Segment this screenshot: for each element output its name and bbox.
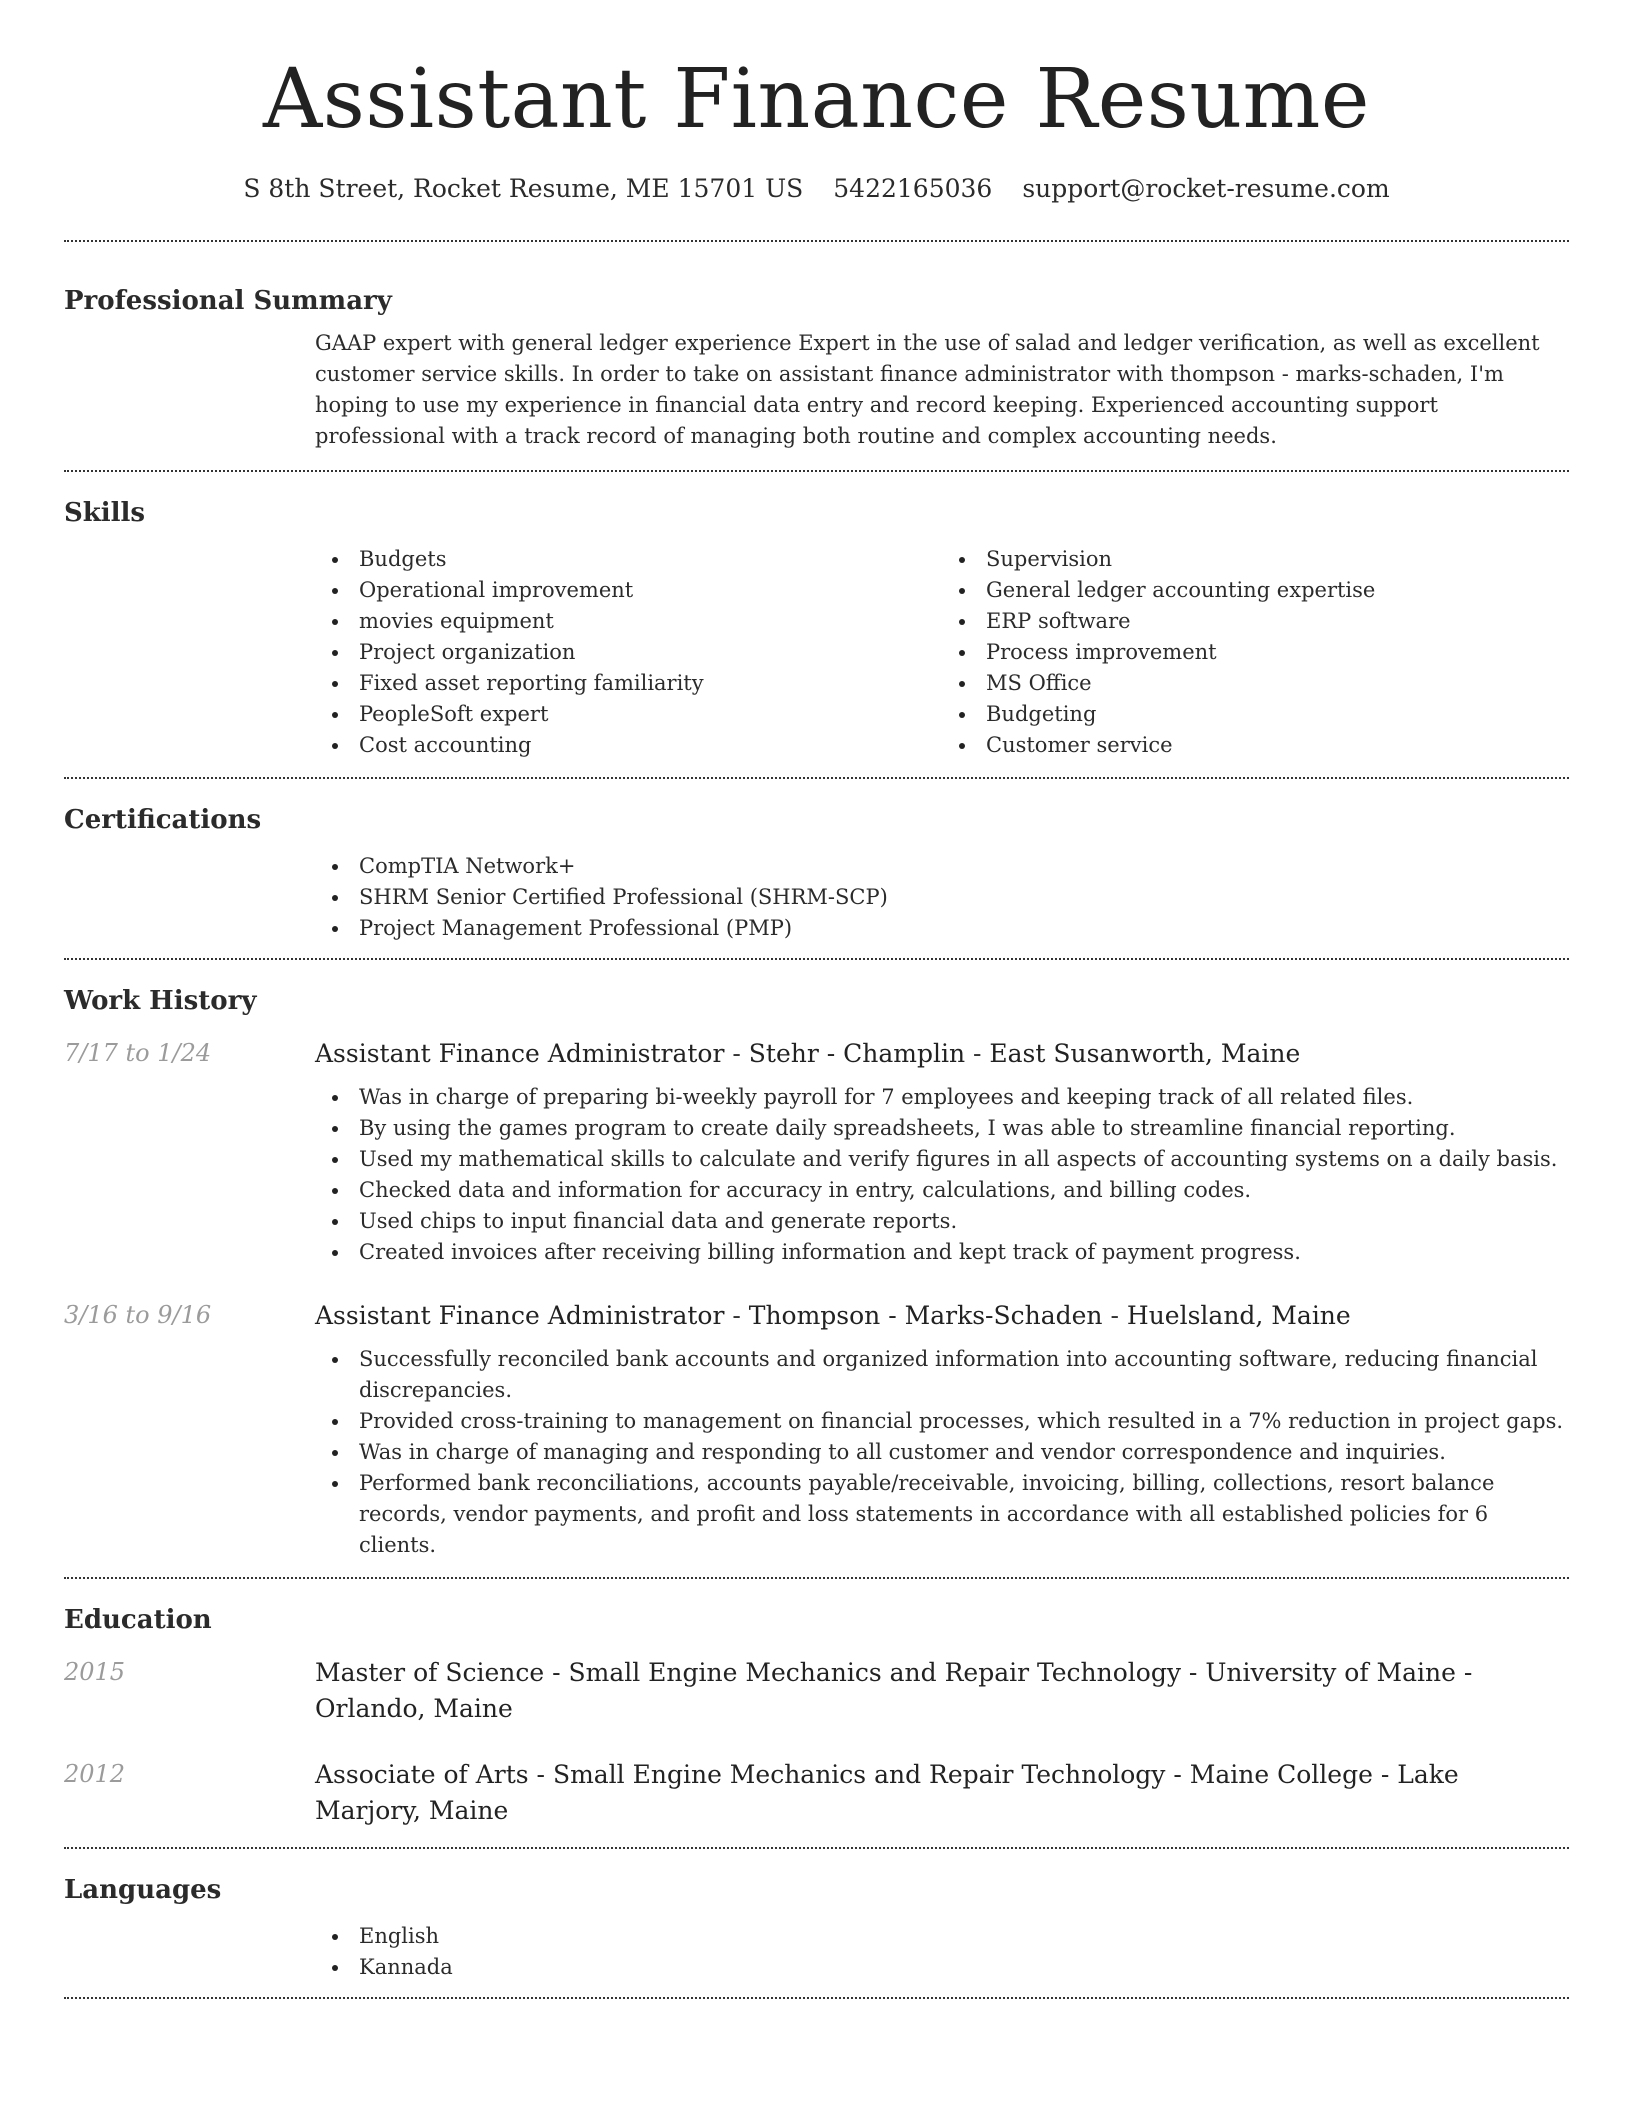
education-field: Small Engine Mechanics and Repair Technology [568,1658,1181,1687]
contact-email: support@rocket-resume.com [1022,174,1390,203]
list-item: Fixed asset reporting familiarity [359,668,942,699]
certifications-list [315,851,1569,944]
list-item: Project Management Professional (PMP) [359,913,1569,944]
job-bullet-list [315,1344,1569,1561]
list-item: MS Office [986,668,1569,699]
job-title: Assistant Finance Administrator [315,1039,725,1068]
languages-list [315,1921,1569,1983]
languages-heading: Languages [64,1875,222,1905]
list-item: Used my mathematical skills to calculate and verify figures in all aspects of accounting systems on a daily basis. [359,1144,1569,1175]
education-heading-line: Associate of Arts - Small Engine Mechanics and Repair Technology - Maine College - Lake Marjory, Maine [315,1760,1459,1825]
list-item: Successfully reconciled bank accounts and organized information into accounting software, reducing financial discrepancies. [359,1344,1569,1406]
list-item: Budgeting [986,699,1569,730]
list-item: Provided cross-training to management on financial processes, which resulted in a 7% reduction in project gaps. [359,1406,1569,1437]
skills-heading: Skills [64,498,146,528]
summary-text: GAAP expert with general ledger experience Expert in the use of salad and ledger verification, as well as excellent customer service skills. In order to take on assistant finance administrator with thompson - marks-schaden, I'm hoping to use my experience in financial data entry and record keeping. Experienced accounting support professional with a track record of managing both routine and complex accounting needs. [315,331,1540,448]
certifications-heading: Certifications [64,805,262,835]
list-item: Performed bank reconciliations, accounts payable/receivable, invoicing, billing, collections, resort balance records, vendor payments, and profit and loss statements in accordance with all established policies for 6 clients. [359,1468,1569,1561]
list-item: SHRM Senior Certified Professional (SHRM-SCP) [359,882,1569,913]
list-item: CompTIA Network+ [359,851,1569,882]
education-section [64,1579,1569,1847]
summary-section [64,242,1569,470]
skills-list-left [315,544,942,761]
list-item: Cost accounting [359,730,942,761]
job-dates: 3/16 to 9/16 [64,1301,212,1329]
job-bullets [315,1082,1569,1268]
education-year: 2012 [64,1760,126,1788]
education-location: Lake Marjory, Maine [315,1760,1459,1825]
job-location: Huelsland, Maine [1126,1301,1351,1330]
education-heading: Education [64,1605,212,1635]
languages-section [64,1849,1569,1997]
education-location: Orlando, Maine [315,1694,513,1723]
list-item: Project organization [359,637,942,668]
list-item: Checked data and information for accuracy in entry, calculations, and billing codes. [359,1175,1569,1206]
skills-list-right [942,544,1569,761]
job-company: Thompson - Marks-Schaden [748,1301,1103,1330]
list-item: English [359,1921,1569,1952]
list-item: Used chips to input financial data and generate reports. [359,1206,1569,1237]
list-item: ERP software [986,606,1569,637]
list-item: Was in charge of preparing bi-weekly payroll for 7 employees and keeping track of all related files. [359,1082,1569,1113]
list-item: movies equipment [359,606,942,637]
job-entry [64,1036,1569,1268]
education-entry [64,1757,1569,1847]
resume-page [64,0,1569,1999]
education-field: Small Engine Mechanics and Repair Technology [552,1760,1166,1789]
job-title: Assistant Finance Administrator [315,1301,725,1330]
job-bullet-list [315,1082,1569,1268]
job-bullets [315,1344,1569,1577]
contact-phone: 5422165036 [833,174,993,203]
education-year: 2015 [64,1658,126,1686]
job-company: Stehr - Champlin [748,1039,966,1068]
education-degree: Associate of Arts [315,1760,529,1789]
job-heading: Assistant Finance Administrator - Thompson - Marks-Schaden - Huelsland, Maine [315,1301,1351,1330]
education-school: Maine College [1189,1760,1373,1789]
list-item: Operational improvement [359,575,942,606]
contact-address: S 8th Street, Rocket Resume, ME 15701 US [243,174,804,203]
list-item: By using the games program to create daily spreadsheets, I was able to streamline financial reporting. [359,1113,1569,1144]
list-item: General ledger accounting expertise [986,575,1569,606]
certifications-list-wrap [315,837,1569,958]
work-history-heading: Work History [64,986,257,1016]
resume-title: Assistant Finance Resume [263,52,1370,147]
work-history-section [64,960,1569,1577]
job-location: East Susanworth, Maine [989,1039,1301,1068]
list-item: Budgets [359,544,942,575]
job-entry [64,1298,1569,1577]
certifications-section [64,779,1569,958]
list-item: Kannada [359,1952,1569,1983]
contact-line [64,172,1569,206]
list-item: PeopleSoft expert [359,699,942,730]
list-item: Was in charge of managing and responding to all customer and vendor correspondence and inquiries. [359,1437,1569,1468]
skills-section [64,472,1569,777]
skills-grid [315,530,1569,777]
resume-header [64,0,1569,206]
languages-list-wrap [315,1907,1569,1997]
job-heading: Assistant Finance Administrator - Stehr - Champlin - East Susanworth, Maine [315,1039,1301,1068]
list-item: Supervision [986,544,1569,575]
education-heading-line: Master of Science - Small Engine Mechanics and Repair Technology - University of Maine - Orlando, Maine [315,1658,1473,1723]
list-item: Customer service [986,730,1569,761]
education-school: University of Maine [1205,1658,1456,1687]
education-entry [64,1655,1569,1727]
list-item: Created invoices after receiving billing information and kept track of payment progress. [359,1237,1569,1268]
job-dates: 7/17 to 1/24 [64,1039,212,1067]
section-divider [64,1997,1569,1999]
list-item: Process improvement [986,637,1569,668]
education-degree: Master of Science [315,1658,545,1687]
summary-heading: Professional Summary [64,286,392,316]
